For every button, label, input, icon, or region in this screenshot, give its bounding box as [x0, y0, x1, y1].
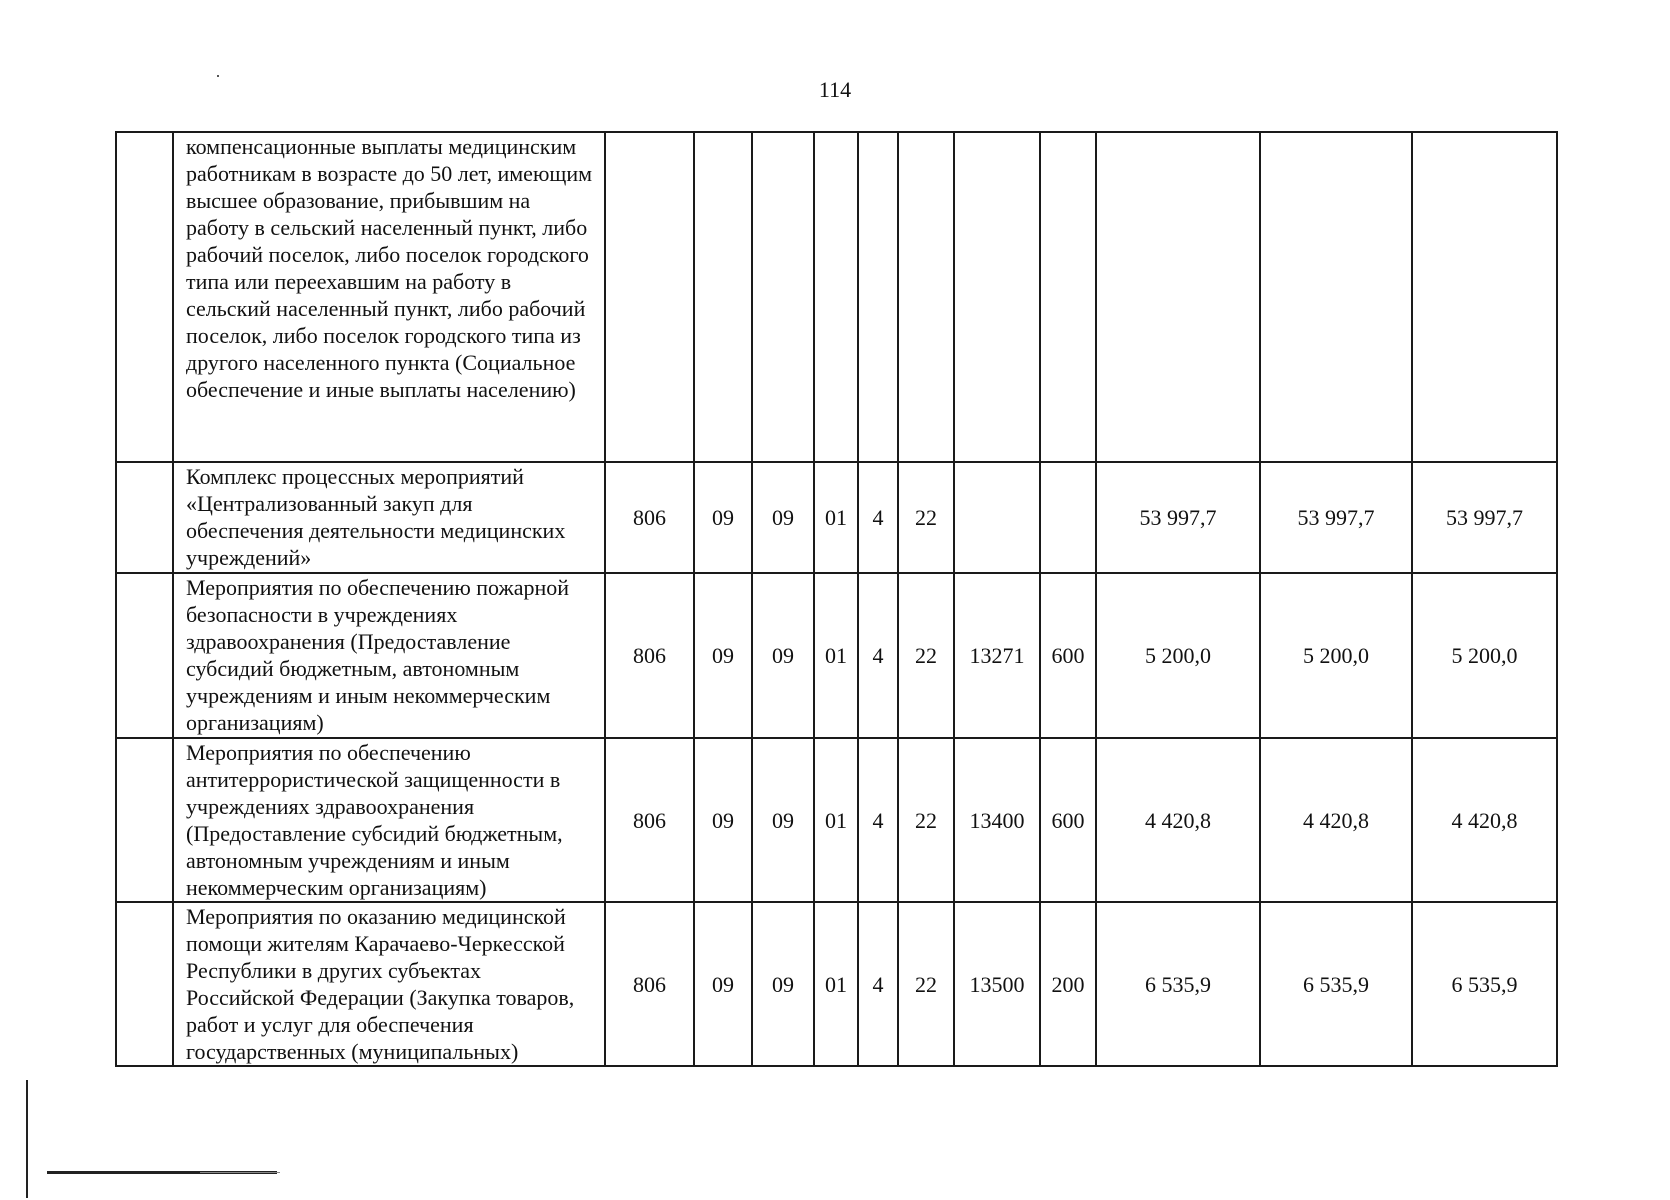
structural-element-cell: 22 [898, 573, 954, 738]
table-row [116, 132, 1557, 462]
amount-year1-cell [1096, 132, 1260, 462]
row-name-cell: Комплекс процессных мероприятий «Централизованный закуп для обеспечения деятельности медицинских учреждений» [173, 462, 605, 573]
table-row [116, 902, 1557, 1066]
section-code-cell [694, 132, 752, 462]
table-row [116, 462, 1557, 573]
amount-year3-cell [1412, 132, 1557, 462]
amount-year2-cell: 5 200,0 [1260, 573, 1412, 738]
structural-element-cell: 22 [898, 462, 954, 573]
program-code-cell: 01 [814, 462, 858, 573]
program-type-cell: 4 [858, 902, 898, 1066]
table-row [116, 573, 1557, 738]
program-code-cell: 01 [814, 738, 858, 902]
expense-direction-cell: 13271 [954, 573, 1040, 738]
program-code-cell: 01 [814, 902, 858, 1066]
expense-direction-cell: 13400 [954, 738, 1040, 902]
section-code-cell: 09 [694, 573, 752, 738]
amount-year3-cell: 4 420,8 [1412, 738, 1557, 902]
page-number: 114 [818, 77, 852, 102]
subsection-code-cell: 09 [752, 573, 814, 738]
section-code-cell: 09 [694, 738, 752, 902]
amount-year3-cell: 6 535,9 [1412, 902, 1557, 1066]
program-type-cell [858, 132, 898, 462]
row-name-cell: Мероприятия по обеспечению антитеррористической защищенности в учреждениях здравоохранения (Предоставление субсидий бюджетным, автономным учреждениям и иным некоммерческим организациям) [173, 738, 605, 902]
subsection-code-cell: 09 [752, 462, 814, 573]
amount-year1-cell: 6 535,9 [1096, 902, 1260, 1066]
section-code-cell: 09 [694, 902, 752, 1066]
row-index-cell [116, 132, 173, 462]
row-name-cell: компенсационные выплаты медицинским работникам в возрасте до 50 лет, имеющим высшее образование, прибывшим на работу в сельский населенный пункт, либо рабочий поселок, либо поселок городского типа или переехавшим на работу в сельский населенный пункт, либо рабочий поселок, либо поселок городского типа из другого населенного пункта (Социальное обеспечение и иные выплаты населению) [173, 132, 605, 462]
amount-year2-cell: 6 535,9 [1260, 902, 1412, 1066]
ministry-code-cell [605, 132, 694, 462]
scan-margin-line [26, 1080, 28, 1198]
amount-year2-cell [1260, 132, 1412, 462]
expense-direction-cell: 13500 [954, 902, 1040, 1066]
budget-table [115, 131, 1558, 1067]
expense-direction-cell [954, 462, 1040, 573]
expense-type-cell: 200 [1040, 902, 1096, 1066]
program-type-cell: 4 [858, 462, 898, 573]
row-name-cell: Мероприятия по обеспечению пожарной безопасности в учреждениях здравоохранения (Предоставление субсидий бюджетным, автономным учреждениям и иным некоммерческим организациям) [173, 573, 605, 738]
ministry-code-cell: 806 [605, 573, 694, 738]
amount-year2-cell: 53 997,7 [1260, 462, 1412, 573]
subsection-code-cell [752, 132, 814, 462]
amount-year3-cell: 5 200,0 [1412, 573, 1557, 738]
amount-year3-cell: 53 997,7 [1412, 462, 1557, 573]
amount-year1-cell: 4 420,8 [1096, 738, 1260, 902]
scan-margin-dash-tail [200, 1172, 280, 1173]
subsection-code-cell: 09 [752, 902, 814, 1066]
amount-year2-cell: 4 420,8 [1260, 738, 1412, 902]
row-index-cell [116, 462, 173, 573]
expense-type-cell: 600 [1040, 573, 1096, 738]
scan-speck [217, 75, 219, 77]
expense-type-cell [1040, 132, 1096, 462]
row-name-cell: Мероприятия по оказанию медицинской помощи жителям Карачаево-Черкесской Республики в других субъектах Российской Федерации (Закупка товаров, работ и услуг для обеспечения государственных (муниципальных) [173, 902, 605, 1066]
row-index-cell [116, 902, 173, 1066]
amount-year1-cell: 5 200,0 [1096, 573, 1260, 738]
ministry-code-cell: 806 [605, 902, 694, 1066]
section-code-cell: 09 [694, 462, 752, 573]
program-code-cell: 01 [814, 573, 858, 738]
program-type-cell: 4 [858, 573, 898, 738]
amount-year1-cell: 53 997,7 [1096, 462, 1260, 573]
row-index-cell [116, 573, 173, 738]
expense-type-cell [1040, 462, 1096, 573]
structural-element-cell [898, 132, 954, 462]
expense-type-cell: 600 [1040, 738, 1096, 902]
table-row [116, 738, 1557, 902]
program-type-cell: 4 [858, 738, 898, 902]
program-code-cell [814, 132, 858, 462]
structural-element-cell: 22 [898, 902, 954, 1066]
structural-element-cell: 22 [898, 738, 954, 902]
expense-direction-cell [954, 132, 1040, 462]
subsection-code-cell: 09 [752, 738, 814, 902]
ministry-code-cell: 806 [605, 462, 694, 573]
ministry-code-cell: 806 [605, 738, 694, 902]
row-index-cell [116, 738, 173, 902]
